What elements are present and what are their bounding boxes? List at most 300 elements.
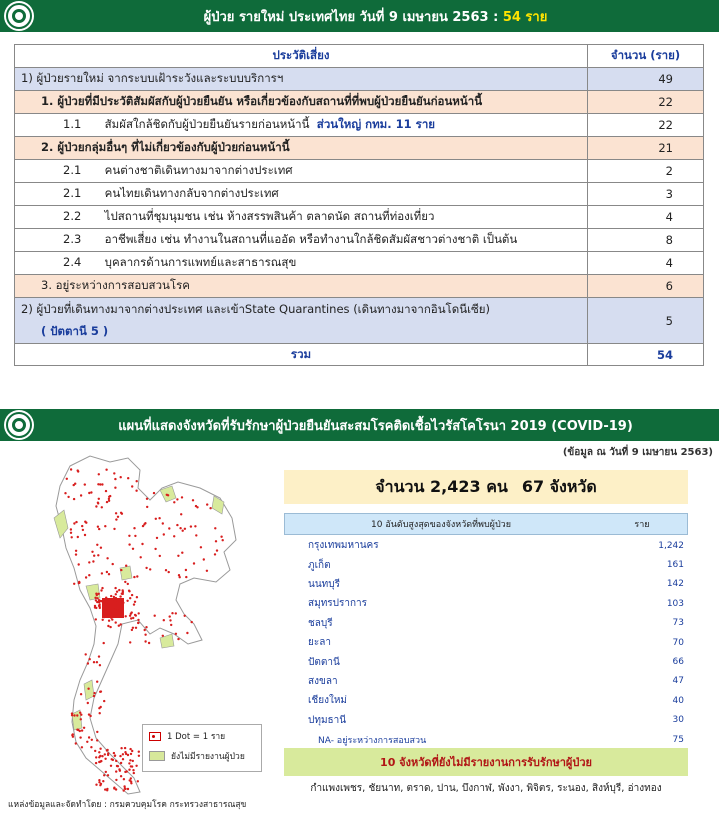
case-dot (131, 750, 133, 752)
row-value: 21 (588, 137, 704, 160)
row-text: 2) ผู้ป่วยที่เดินทางมาจากต่างประเทศ และเข้าState Quarantines (เดินทางมาจากอินโดนีเซีย) (21, 301, 491, 316)
na-value: 75 (672, 734, 684, 745)
map-banner-title: แผนที่แสดงจังหวัดที่รับรักษาผู้ป่วยยืนยันสะสมโรคติดเชื้อไวรัสโคโรนา 2019 (COVID-19) (118, 418, 633, 434)
case-dot (113, 615, 115, 617)
case-dot (71, 536, 73, 538)
list-item (284, 614, 688, 633)
case-dot (101, 572, 103, 574)
case-dot (85, 653, 87, 655)
case-dot (93, 555, 95, 557)
case-dot (70, 528, 72, 530)
row-note: ( ปัตตานี 5 ) (41, 323, 109, 338)
case-dot (105, 597, 107, 599)
row-text: สัมผัสใกล้ชิดกับผู้ป่วยยืนยันรายก่อนหน้านี้ (104, 117, 310, 131)
case-dot (98, 528, 100, 530)
table-row (15, 252, 704, 275)
row-label (15, 160, 588, 183)
province-name: ภูเก็ต (308, 559, 331, 571)
case-dot (162, 522, 164, 524)
case-dot (117, 516, 119, 518)
total-summary (284, 470, 688, 504)
case-dot (133, 527, 135, 529)
case-dot (115, 760, 117, 762)
row-label (15, 183, 588, 206)
case-dot (104, 758, 106, 760)
case-dot (200, 546, 202, 548)
case-dot (170, 624, 172, 626)
case-dot (114, 755, 116, 757)
case-dot (129, 748, 131, 750)
case-dot (95, 607, 97, 609)
row-label (15, 229, 588, 252)
row-label (15, 114, 588, 137)
case-dot (185, 569, 187, 571)
case-dot (137, 780, 139, 782)
case-dot (144, 634, 146, 636)
case-dot (122, 758, 124, 760)
case-dot (163, 533, 165, 535)
sum-value: 54 (588, 344, 704, 366)
case-dot (95, 505, 97, 507)
case-dot (184, 528, 186, 530)
case-dot (76, 729, 78, 731)
province-value: 103 (666, 598, 684, 609)
legend-dot-label: 1 Dot = 1 ราย (167, 732, 226, 742)
case-dot (93, 692, 95, 694)
case-dot (158, 517, 160, 519)
case-dot (97, 502, 99, 504)
case-dot (110, 765, 112, 767)
case-dot (176, 498, 178, 500)
case-dot (98, 761, 100, 763)
case-dot (220, 536, 222, 538)
no-report-area (84, 680, 94, 700)
case-dot (115, 788, 117, 790)
total-provinces: 67 จังหวัด (521, 476, 597, 496)
case-dot (97, 526, 99, 528)
row-label (15, 298, 588, 344)
province-value: 73 (672, 618, 684, 629)
case-dot (120, 747, 122, 749)
case-dot (75, 521, 77, 523)
case-dot (73, 498, 75, 500)
case-dot (82, 529, 84, 531)
case-dot (140, 556, 142, 558)
no-report-title: 10 จังหวัดที่ยังไม่มีรายงานการรับรักษาผู้ป่วย (284, 748, 688, 776)
case-dot (123, 789, 125, 791)
case-dot (94, 750, 96, 752)
case-dot (99, 712, 101, 714)
case-dot (118, 768, 120, 770)
case-dot (74, 483, 76, 485)
table-row (15, 160, 704, 183)
legend-green-row (149, 749, 255, 763)
case-dot (118, 625, 120, 627)
list-item (284, 594, 688, 613)
case-dot (79, 736, 81, 738)
case-dot (100, 589, 102, 591)
case-dot (104, 525, 106, 527)
case-dot (135, 614, 137, 616)
case-dot (100, 690, 102, 692)
case-dot (168, 571, 170, 573)
case-dot (137, 619, 139, 621)
case-dot (175, 633, 177, 635)
case-dot (71, 712, 73, 714)
case-dot (206, 503, 208, 505)
case-dot (79, 712, 81, 714)
case-dot (64, 492, 66, 494)
list-item (284, 652, 688, 671)
case-dot (107, 602, 109, 604)
row-value: 22 (588, 91, 704, 114)
list-item (284, 555, 688, 574)
case-dot (87, 702, 89, 704)
table-row (15, 114, 704, 137)
total-cases: จำนวน 2,423 คน (375, 476, 508, 496)
header-banner (0, 0, 719, 32)
case-dot (159, 555, 161, 557)
case-dot (99, 600, 101, 602)
no-report-area (120, 566, 132, 580)
case-dot (105, 771, 107, 773)
case-dot (103, 616, 105, 618)
table-row (15, 91, 704, 114)
case-dot (115, 518, 117, 520)
case-dot (173, 535, 175, 537)
case-dot (120, 569, 122, 571)
case-dot (92, 560, 94, 562)
case-dot (97, 554, 99, 556)
case-dot (119, 595, 121, 597)
case-dot (103, 642, 105, 644)
case-dot (84, 521, 86, 523)
case-dot (148, 642, 150, 644)
list-item (284, 672, 688, 691)
case-dot (90, 746, 92, 748)
case-dot (120, 762, 122, 764)
case-dot (109, 626, 111, 628)
case-dot (87, 688, 89, 690)
case-dot (186, 632, 188, 634)
case-dot (81, 729, 83, 731)
case-dot (138, 751, 140, 753)
case-dot (116, 599, 118, 601)
province-value: 30 (672, 715, 684, 726)
case-dot (138, 755, 140, 757)
row-label: 3. อยู่ระหว่างการสอบสวนโรค (15, 275, 588, 298)
legend-green-swatch-icon (149, 751, 165, 761)
case-dot (105, 469, 107, 471)
case-dot (131, 485, 133, 487)
case-dot (129, 641, 131, 643)
case-dot (182, 530, 184, 532)
case-dot (195, 534, 197, 536)
row-code: 1.1 (63, 117, 82, 131)
case-dot (120, 613, 122, 615)
case-dot (136, 575, 138, 577)
case-dot (112, 563, 114, 565)
case-dot (179, 527, 181, 529)
risk-history-table (14, 44, 704, 366)
case-dot (83, 727, 85, 729)
case-dot (106, 571, 108, 573)
case-dot (115, 512, 117, 514)
row-value: 6 (588, 275, 704, 298)
case-dot (108, 620, 110, 622)
case-dot (185, 576, 187, 578)
case-dot (96, 739, 98, 741)
case-dot (124, 747, 126, 749)
case-dot (110, 616, 112, 618)
case-dot (81, 746, 83, 748)
case-dot (163, 619, 165, 621)
case-dot (128, 762, 130, 764)
case-dot (107, 625, 109, 627)
case-dot (141, 543, 143, 545)
case-dot (179, 576, 181, 578)
case-dot (98, 498, 100, 500)
list-item (284, 633, 688, 652)
list-item (284, 711, 688, 730)
case-dot (194, 525, 196, 527)
case-dot (127, 788, 129, 790)
case-dot (130, 617, 132, 619)
case-dot (133, 603, 135, 605)
province-name: สมุทรปราการ (308, 598, 368, 610)
case-dot (136, 480, 138, 482)
case-dot (106, 557, 108, 559)
case-dot (88, 574, 90, 576)
case-dot (98, 779, 100, 781)
case-dot (80, 494, 82, 496)
case-dot (113, 528, 115, 530)
case-dot (167, 494, 169, 496)
case-dot (95, 618, 97, 620)
case-dot (91, 739, 93, 741)
province-name: เชียงใหม่ (308, 695, 348, 707)
case-dot (206, 570, 208, 572)
case-dot (184, 615, 186, 617)
case-dot (93, 661, 95, 663)
case-dot (149, 568, 151, 570)
case-dot (78, 563, 80, 565)
case-dot (98, 751, 100, 753)
case-dot (115, 770, 117, 772)
row-text: บุคลากรด้านการแพทย์และสาธารณสุข (104, 255, 297, 269)
case-dot (169, 615, 171, 617)
table-sum-row (15, 344, 704, 366)
case-dot (126, 600, 128, 602)
case-dot (93, 695, 95, 697)
case-dot (125, 753, 127, 755)
sum-label: รวม (15, 344, 588, 366)
case-dot (77, 536, 79, 538)
case-dot (131, 594, 133, 596)
case-dot (132, 769, 134, 771)
case-dot (123, 785, 125, 787)
case-dot (203, 558, 205, 560)
case-dot (116, 765, 118, 767)
row-value: 2 (588, 160, 704, 183)
list-item (284, 536, 688, 555)
case-dot (115, 621, 117, 623)
case-dot (103, 774, 105, 776)
case-dot (106, 501, 108, 503)
case-dot (129, 759, 131, 761)
case-dot (107, 754, 109, 756)
case-dot (99, 483, 101, 485)
case-dot (84, 483, 86, 485)
row-label: 1. ผู้ป่วยที่มีประวัติสัมผัสกับผู้ป่วยยืนยัน หรือเกี่ยวข้องกับสถานที่ที่พบผู้ป่วยยืนยันก่อนหน้านี้ (15, 91, 588, 114)
list-item (284, 575, 688, 594)
case-dot (124, 788, 126, 790)
case-dot (127, 583, 129, 585)
data-source: แหล่งข้อมูลและจัดทำโดย : กรมควบคุมโรค กระทรวงสาธารณสุข (8, 800, 247, 810)
province-name: นนทบุรี (308, 578, 340, 590)
case-dot (96, 597, 98, 599)
case-dot (214, 527, 216, 529)
province-name: กรุงเทพมหานคร (308, 540, 379, 552)
header-risk: ประวัติเสี่ยง (15, 45, 588, 68)
case-dot (91, 551, 93, 553)
case-dot (125, 615, 127, 617)
case-dot (214, 553, 216, 555)
case-dot (180, 513, 182, 515)
table-row (15, 229, 704, 252)
province-value: 161 (666, 560, 684, 571)
row-code: 2.4 (63, 255, 82, 269)
case-dot (73, 522, 75, 524)
case-dot (133, 772, 135, 774)
province-value: 142 (666, 579, 684, 590)
case-dot (134, 535, 136, 537)
case-dot (88, 736, 90, 738)
case-dot (109, 612, 111, 614)
list-item (284, 691, 688, 710)
province-name: ชลบุรี (308, 617, 333, 629)
no-report-list: กำแพงเพชร, ชัยนาท, ตราด, ปาน, บึงกาฬ, พังงา, พิจิตร, ระนอง, สิงห์บุรี, อ่างทอง (310, 783, 662, 794)
case-dot (193, 562, 195, 564)
case-dot (114, 609, 116, 611)
case-dot (73, 714, 75, 716)
row-value: 4 (588, 206, 704, 229)
case-dot (169, 619, 171, 621)
case-dot (77, 469, 79, 471)
case-dot (129, 597, 131, 599)
case-dot (128, 590, 130, 592)
case-dot (176, 524, 178, 526)
case-dot (89, 658, 91, 660)
case-dot (114, 487, 116, 489)
case-dot (84, 534, 86, 536)
case-dot (99, 748, 101, 750)
row-label (15, 206, 588, 229)
table-row (15, 206, 704, 229)
case-dot (66, 478, 68, 480)
table-row (15, 68, 704, 91)
case-dot (130, 753, 132, 755)
row-value: 22 (588, 114, 704, 137)
case-dot (75, 742, 77, 744)
header-count: จำนวน (ราย) (588, 45, 704, 68)
case-dot (129, 779, 131, 781)
province-value: 66 (672, 657, 684, 668)
case-dot (88, 492, 90, 494)
case-dot (156, 537, 158, 539)
case-dot (123, 778, 125, 780)
case-dot (111, 758, 113, 760)
case-dot (175, 612, 177, 614)
case-dot (98, 593, 100, 595)
case-dot (100, 547, 102, 549)
case-dot (102, 619, 104, 621)
case-dot (155, 518, 157, 520)
case-dot (86, 741, 88, 743)
row-value: 5 (588, 298, 704, 344)
case-dot (191, 621, 193, 623)
case-dot (101, 755, 103, 757)
province-value: 70 (672, 637, 684, 648)
row-label (15, 252, 588, 275)
case-dot (127, 477, 129, 479)
case-dot (136, 596, 138, 598)
case-dot (181, 496, 183, 498)
row-value: 4 (588, 252, 704, 275)
case-dot (85, 576, 87, 578)
row-note: ส่วนใหญ่ กทม. 11 ราย (316, 117, 436, 131)
case-dot (114, 587, 116, 589)
case-dot (171, 612, 173, 614)
province-value: 40 (672, 695, 684, 706)
case-dot (95, 762, 97, 764)
case-dot (154, 615, 156, 617)
case-dot (222, 539, 224, 541)
row-value: 49 (588, 68, 704, 91)
case-dot (125, 565, 127, 567)
case-dot (90, 491, 92, 493)
case-dot (124, 771, 126, 773)
list-item-na (284, 730, 688, 749)
case-dot (98, 781, 100, 783)
case-dot (108, 500, 110, 502)
case-dot (101, 587, 103, 589)
case-dot (142, 525, 144, 527)
case-dot (101, 483, 103, 485)
case-dot (70, 532, 72, 534)
province-name: ปทุมธานี (308, 714, 347, 726)
case-dot (154, 548, 156, 550)
case-dot (122, 602, 124, 604)
case-dot (131, 629, 133, 631)
case-dot (99, 664, 101, 666)
case-dot (192, 499, 194, 501)
case-dot (96, 681, 98, 683)
banner-title-text: ผู้ป่วย รายใหม่ ประเทศไทย วันที่ 9 เมษายน 2563 : (203, 9, 499, 25)
case-dot (78, 581, 80, 583)
case-dot (122, 589, 124, 591)
case-dot (118, 589, 120, 591)
case-dot (145, 567, 147, 569)
case-dot (113, 472, 115, 474)
case-dot (96, 731, 98, 733)
case-dot (95, 756, 97, 758)
case-dot (98, 605, 100, 607)
new-case-count: 54 ราย (502, 9, 548, 25)
case-dot (130, 613, 132, 615)
data-as-of: (ข้อมูล ณ วันที่ 9 เมษายน 2563) (562, 447, 713, 458)
case-dot (119, 755, 121, 757)
